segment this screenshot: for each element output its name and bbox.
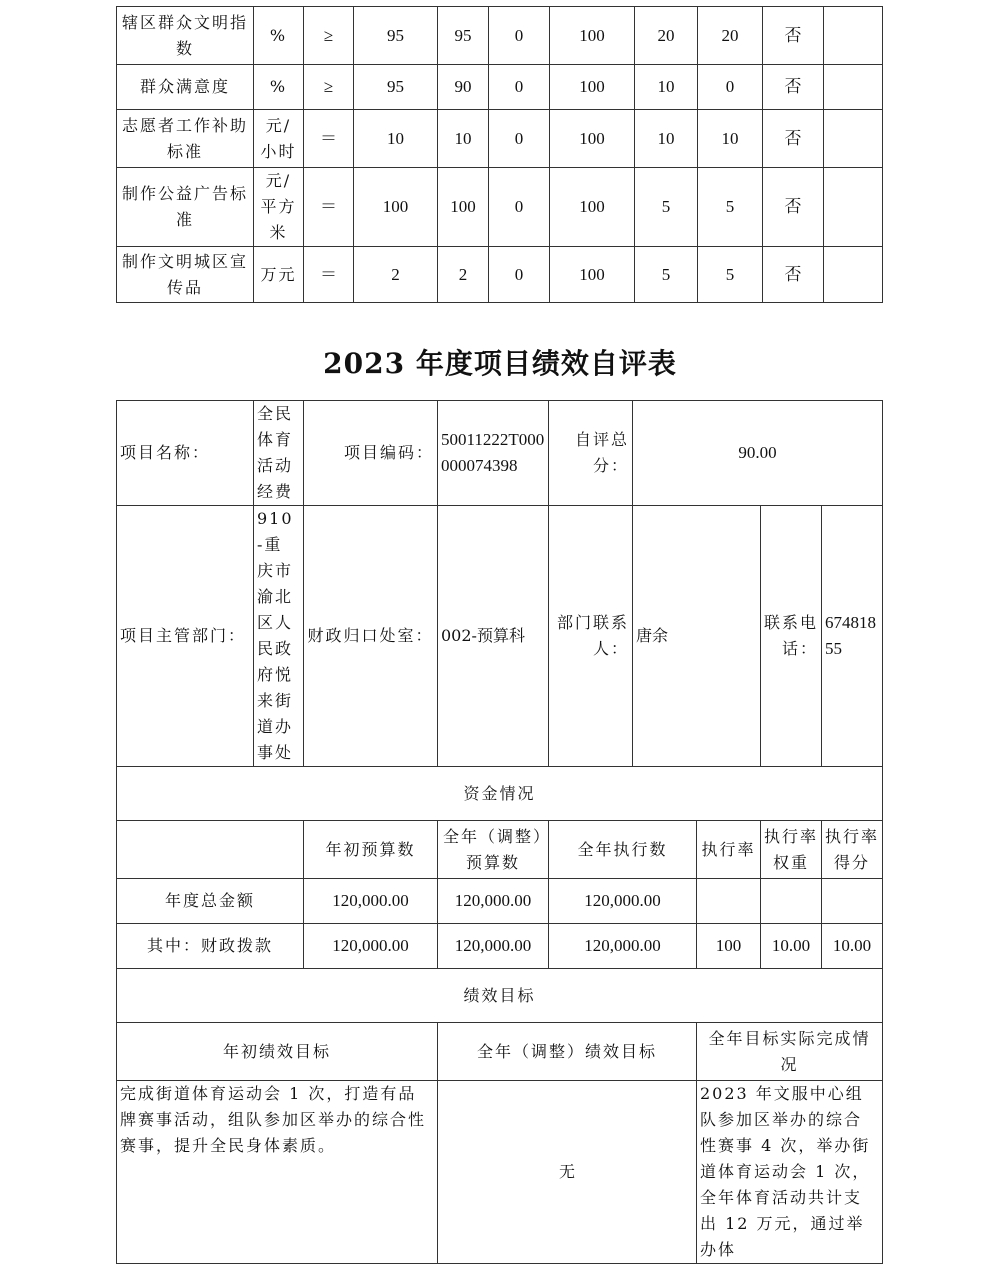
phone-value: 67481855 xyxy=(822,506,883,767)
col-executed: 全年执行数 xyxy=(549,821,697,879)
indicator-col10: 否 xyxy=(763,168,824,247)
target-initial: 2 xyxy=(354,247,438,303)
col-rate-score: 执行率得分 xyxy=(822,821,883,879)
contact-person-label: 部门联系人： xyxy=(549,506,633,767)
table-row xyxy=(117,110,883,168)
indicator-col10: 否 xyxy=(763,247,824,303)
indicator-name: 辖区群众文明指数 xyxy=(117,7,254,65)
indicator-unit: % xyxy=(254,65,304,110)
target-adjusted: 95 xyxy=(438,7,489,65)
department-label: 项目主管部门： xyxy=(117,506,254,767)
indicator-col9: 5 xyxy=(698,247,763,303)
indicator-col8: 10 xyxy=(635,65,698,110)
target-adjusted: 90 xyxy=(438,65,489,110)
indicator-col9: 20 xyxy=(698,7,763,65)
table-row xyxy=(117,65,883,110)
fiscal-adjusted-budget: 120,000.00 xyxy=(438,924,549,969)
fiscal-rate: 100 xyxy=(697,924,761,969)
indicator-col7: 100 xyxy=(550,247,635,303)
indicator-table-body xyxy=(117,7,883,303)
total-weight xyxy=(761,879,822,924)
indicator-unit: 元/平方米 xyxy=(254,168,304,247)
finance-office-value: 002-预算科 xyxy=(438,506,549,767)
funds-blank-header xyxy=(117,821,304,879)
table-row xyxy=(117,7,883,65)
indicator-col11 xyxy=(824,110,883,168)
indicator-operator: ＝ xyxy=(304,110,354,168)
indicator-col8: 5 xyxy=(635,168,698,247)
indicator-operator: ＝ xyxy=(304,247,354,303)
indicator-col11 xyxy=(824,247,883,303)
target-adjusted: 100 xyxy=(438,168,489,247)
project-name-label: 项目名称： xyxy=(117,401,254,506)
col-initial-goal: 年初绩效目标 xyxy=(117,1023,438,1081)
table-row xyxy=(117,168,883,247)
actual-completion-text: 2023 年文服中心组队参加区举办的综合性赛事 4 次，举办街道体育运动会 1 次，全年体育活动共计支出 12 万元，通过举办体 xyxy=(697,1081,883,1264)
contact-person-value: 唐余 xyxy=(633,506,761,767)
indicator-col8: 10 xyxy=(635,110,698,168)
indicator-operator: ≥ xyxy=(304,7,354,65)
indicator-col6: 0 xyxy=(489,7,550,65)
indicator-col6: 0 xyxy=(489,247,550,303)
project-code-value: 50011222T000000074398 xyxy=(438,401,549,506)
col-adjusted-goal: 全年（调整）绩效目标 xyxy=(438,1023,697,1081)
col-initial-budget: 年初预算数 xyxy=(304,821,438,879)
indicator-col9: 0 xyxy=(698,65,763,110)
fiscal-amount-label: 其中：财政拨款 xyxy=(117,924,304,969)
total-initial-budget: 120,000.00 xyxy=(304,879,438,924)
funds-section-header: 资金情况 xyxy=(117,767,883,821)
indicator-col9: 10 xyxy=(698,110,763,168)
phone-label: 联系电话： xyxy=(761,506,822,767)
total-amount-label: 年度总金额 xyxy=(117,879,304,924)
self-score-value: 90.00 xyxy=(633,401,883,506)
indicator-col8: 5 xyxy=(635,247,698,303)
indicator-col6: 0 xyxy=(489,65,550,110)
indicator-col7: 100 xyxy=(550,65,635,110)
fiscal-score: 10.00 xyxy=(822,924,883,969)
initial-goal-text: 完成街道体育运动会 1 次，打造有品牌赛事活动，组队参加区举办的综合性赛事，提升全民身体素质。 xyxy=(117,1081,438,1264)
performance-indicator-table xyxy=(116,6,883,303)
indicator-col10: 否 xyxy=(763,65,824,110)
goals-section-header: 绩效目标 xyxy=(117,969,883,1023)
indicator-col7: 100 xyxy=(550,7,635,65)
col-actual-completion: 全年目标实际完成情况 xyxy=(697,1023,883,1081)
target-initial: 95 xyxy=(354,65,438,110)
indicator-col7: 100 xyxy=(550,168,635,247)
indicator-col9: 5 xyxy=(698,168,763,247)
target-initial: 95 xyxy=(354,7,438,65)
indicator-col6: 0 xyxy=(489,168,550,247)
project-name-value: 全民体育活动经费 xyxy=(254,401,304,506)
col-adjusted-budget: 全年（调整）预算数 xyxy=(438,821,549,879)
target-adjusted: 10 xyxy=(438,110,489,168)
indicator-col7: 100 xyxy=(550,110,635,168)
self-score-label: 自评总分： xyxy=(549,401,633,506)
col-execution-rate: 执行率 xyxy=(697,821,761,879)
total-executed: 120,000.00 xyxy=(549,879,697,924)
total-score xyxy=(822,879,883,924)
page-title: 2023 年度项目绩效自评表 xyxy=(323,347,677,380)
indicator-unit: % xyxy=(254,7,304,65)
indicator-col10: 否 xyxy=(763,7,824,65)
indicator-col11 xyxy=(824,7,883,65)
self-evaluation-table xyxy=(116,400,883,1264)
project-code-label: 项目编码： xyxy=(304,401,438,506)
fiscal-weight: 10.00 xyxy=(761,924,822,969)
indicator-col8: 20 xyxy=(635,7,698,65)
adjusted-goal-text: 无 xyxy=(438,1081,697,1264)
indicator-col6: 0 xyxy=(489,110,550,168)
indicator-name: 制作公益广告标准 xyxy=(117,168,254,247)
target-initial: 10 xyxy=(354,110,438,168)
indicator-unit: 元/小时 xyxy=(254,110,304,168)
indicator-operator: ＝ xyxy=(304,168,354,247)
indicator-col11 xyxy=(824,168,883,247)
indicator-name: 群众满意度 xyxy=(117,65,254,110)
indicator-unit: 万元 xyxy=(254,247,304,303)
fiscal-executed: 120,000.00 xyxy=(549,924,697,969)
finance-office-label: 财政归口处室： xyxy=(304,506,438,767)
indicator-name: 志愿者工作补助标准 xyxy=(117,110,254,168)
indicator-col10: 否 xyxy=(763,110,824,168)
table-row xyxy=(117,247,883,303)
total-adjusted-budget: 120,000.00 xyxy=(438,879,549,924)
fiscal-initial-budget: 120,000.00 xyxy=(304,924,438,969)
indicator-name: 制作文明城区宣传品 xyxy=(117,247,254,303)
department-value: 910-重庆市渝北区人民政府悦来街道办事处 xyxy=(254,506,304,767)
total-rate xyxy=(697,879,761,924)
target-initial: 100 xyxy=(354,168,438,247)
indicator-operator: ≥ xyxy=(304,65,354,110)
indicator-col11 xyxy=(824,65,883,110)
target-adjusted: 2 xyxy=(438,247,489,303)
col-rate-weight: 执行率权重 xyxy=(761,821,822,879)
